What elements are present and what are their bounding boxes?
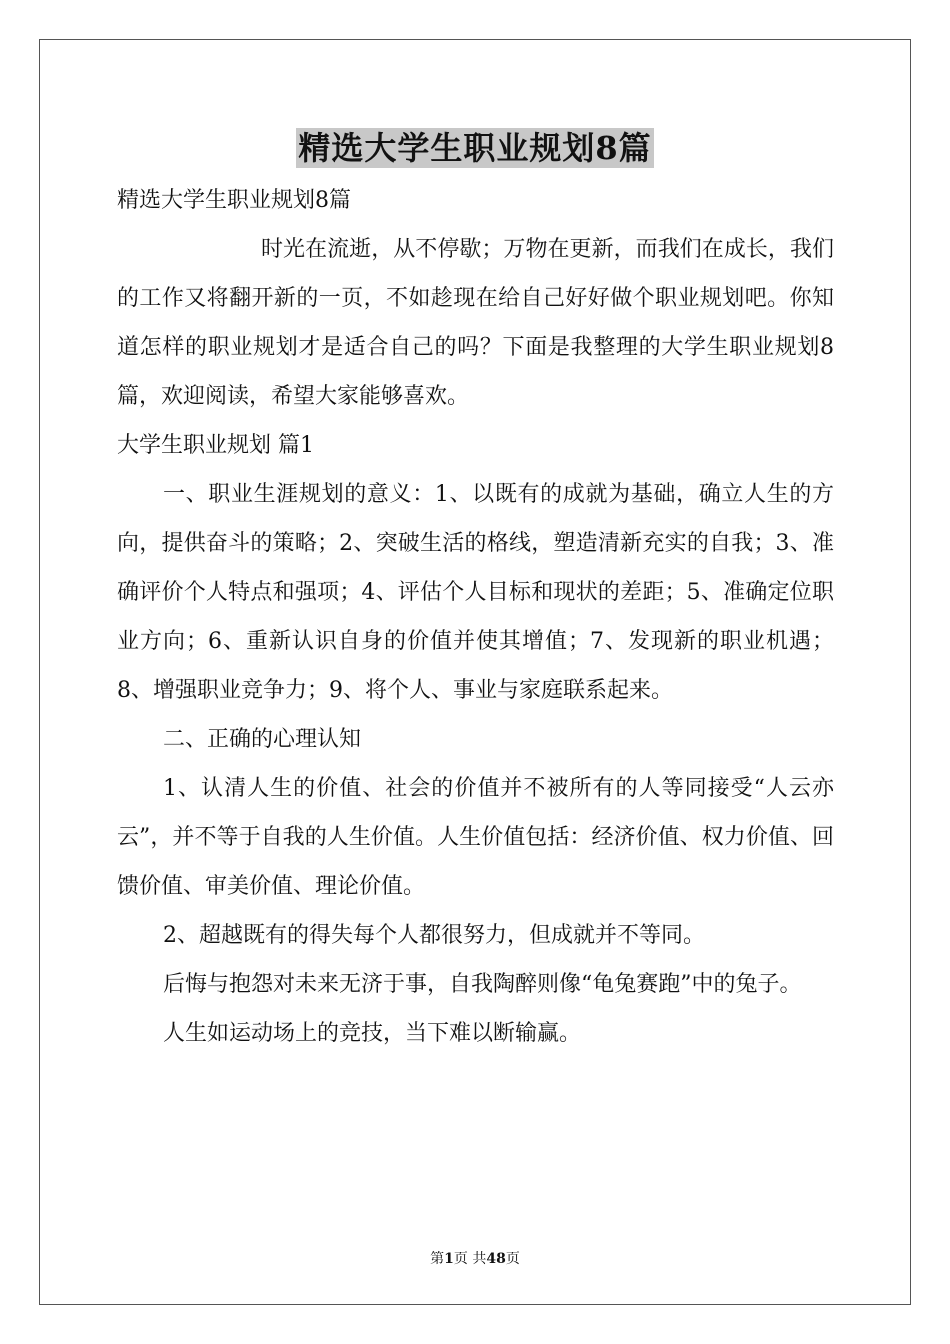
subheading-psychology: 二、正确的心理认知 — [163, 727, 362, 752]
title-wrap — [0, 128, 950, 168]
footer-mid: 页 共 — [453, 1251, 487, 1267]
footer-suffix: 页 — [505, 1251, 520, 1267]
paragraph-gains: 2、超越既有的得失每个人都很努力，但成就并不等同。 — [163, 923, 705, 948]
page-footer — [0, 1250, 950, 1268]
paragraph-competition: 人生如运动场上的竞技，当下难以断输赢。 — [163, 1021, 582, 1046]
footer-page-total: 48 — [486, 1251, 506, 1267]
section-heading: 大学生职业规划 篇1 — [117, 433, 314, 458]
footer-prefix: 第 — [430, 1251, 445, 1267]
document-body — [117, 176, 834, 1058]
intro-paragraph: 时光在流逝，从不停歇；万物在更新，而我们在成长，我们的工作又将翻开新的一页，不如趁现在给自己好好做个职业规划吧。你知道怎样的职业规划才是适合自己的吗？下面是我整理的大学生职业规划8篇，欢迎阅读，希望大家能够喜欢。 — [117, 237, 834, 409]
document-subtitle: 精选大学生职业规划8篇 — [117, 188, 351, 213]
paragraph-values: 1、认清人生的价值、社会的价值并不被所有的人等同接受“人云亦云”，并不等于自我的人生价值。人生价值包括：经济价值、权力价值、回馈价值、审美价值、理论价值。 — [117, 776, 834, 899]
footer-page-current: 1 — [444, 1251, 454, 1267]
paragraph-significance: 一、职业生涯规划的意义：1、以既有的成就为基础，确立人生的方向，提供奋斗的策略；2、突破生活的格线，塑造清新充实的自我；3、准确评价个人特点和强项；4、评估个人目标和现状的差距；5、准确定位职业方向；6、重新认识自身的价值并使其增值；7、发现新的职业机遇；8、增强职业竞争力；9、将个人、事业与家庭联系起来。 — [117, 482, 834, 703]
paragraph-regret: 后悔与抱怨对未来无济于事，自我陶醉则像“龟兔赛跑”中的兔子。 — [163, 972, 802, 997]
document-title: 精选大学生职业规划8篇 — [298, 129, 652, 167]
